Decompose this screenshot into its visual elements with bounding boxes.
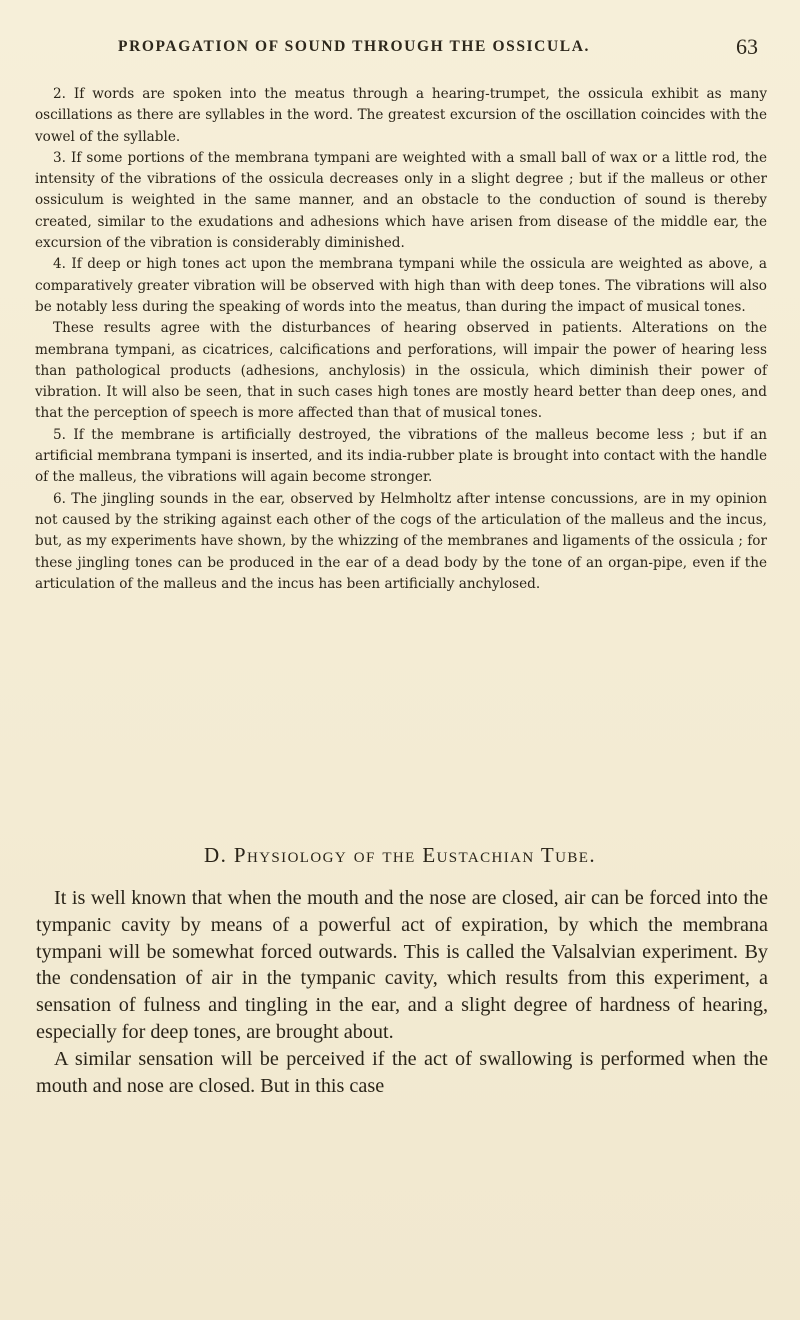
paragraph-results: These results agree with the disturbances of hearing observed in patients. Alterations on the membrana tympani, as cicatrices, calcifications and perforations, will impair the power of hearing less than pathological products (adhesions, anchylosis) in the ossicula, which diminish their power of vibration. It will also be seen, that in such cases high tones are mostly heard better than deep ones, and that the perception of speech is more affected than that of musical tones. [35,320,767,422]
paragraph-valsalvian: It is well known that when the mouth and the nose are closed, air can be forced into the tympanic cavity by means of a powerful act of expiration, by which the membrana tympani will be somewhat forced outwards. This is called the Valsalvian experiment. By the condensation of air in the tympanic cavity, which results from this experiment, a sensation of fulness and tingling in the ear, and a slight degree of hardness of hearing, especially for deep tones, are brought about. [36,887,768,1043]
eustachian-tube-text [36,885,768,1099]
section-heading: D. Physiology of the Eustachian Tube. [204,843,596,867]
running-head [118,34,758,62]
paragraph-observation-4: 4. If deep or high tones act upon the membrana tympani while the ossicula are weighted as above, a comparatively greater vibration will be observed with high than with deep tones. The vibrations will also be notably less during the speaking of words into the meatus, than during the impact of musical tones. [35,256,767,315]
page-number: 63 [736,34,758,59]
paragraph-observation-3: 3. If some portions of the membrana tympani are weighted with a small ball of wax or a little rod, the intensity of the vibrations of the ossicula decreases only in a slight degree ; but if the malleus or other ossiculum is weighted in the same manner, and an obstacle to the conduction of sound is thereby created, similar to the exudations and adhesions which have arisen from disease of the middle ear, the excursion of the vibration is considerably diminished. [35,149,767,252]
numbered-observations [35,84,767,595]
paragraph-swallowing: A similar sensation will be perceived if the act of swallowing is performed when the mouth and nose are closed. But in this case [36,1047,768,1097]
paragraph-observation-2: 2. If words are spoken into the meatus through a hearing-trumpet, the ossicula exhibit as many oscillations as there are syllables in the word. The greatest excursion of the oscillation coincides with the vowel of the syllable. [35,86,767,145]
paragraph-observation-5: 5. If the membrane is artificially destroyed, the vibrations of the malleus become less ; but if an artificial membrana tympani is inserted, and its india-rubber plate is brought into contact with the handle of the malleus, the vibrations will again become stronger. [35,426,767,486]
running-title: PROPAGATION OF SOUND THROUGH THE OSSICULA. [118,38,590,55]
paragraph-observation-6: 6. The jingling sounds in the ear, observed by Helmholtz after intense concussions, are in my opinion not caused by the striking against each other of the cogs of the articulation of the malleus and the incus, but, as my experiments have shown, by the whizzing of the membranes and ligaments of the ossicula ; for these jingling tones can be produced in the ear of a dead body by the tone of an organ-pipe, even if the articulation of the malleus and the incus has been artificially anchylosed. [35,490,767,592]
